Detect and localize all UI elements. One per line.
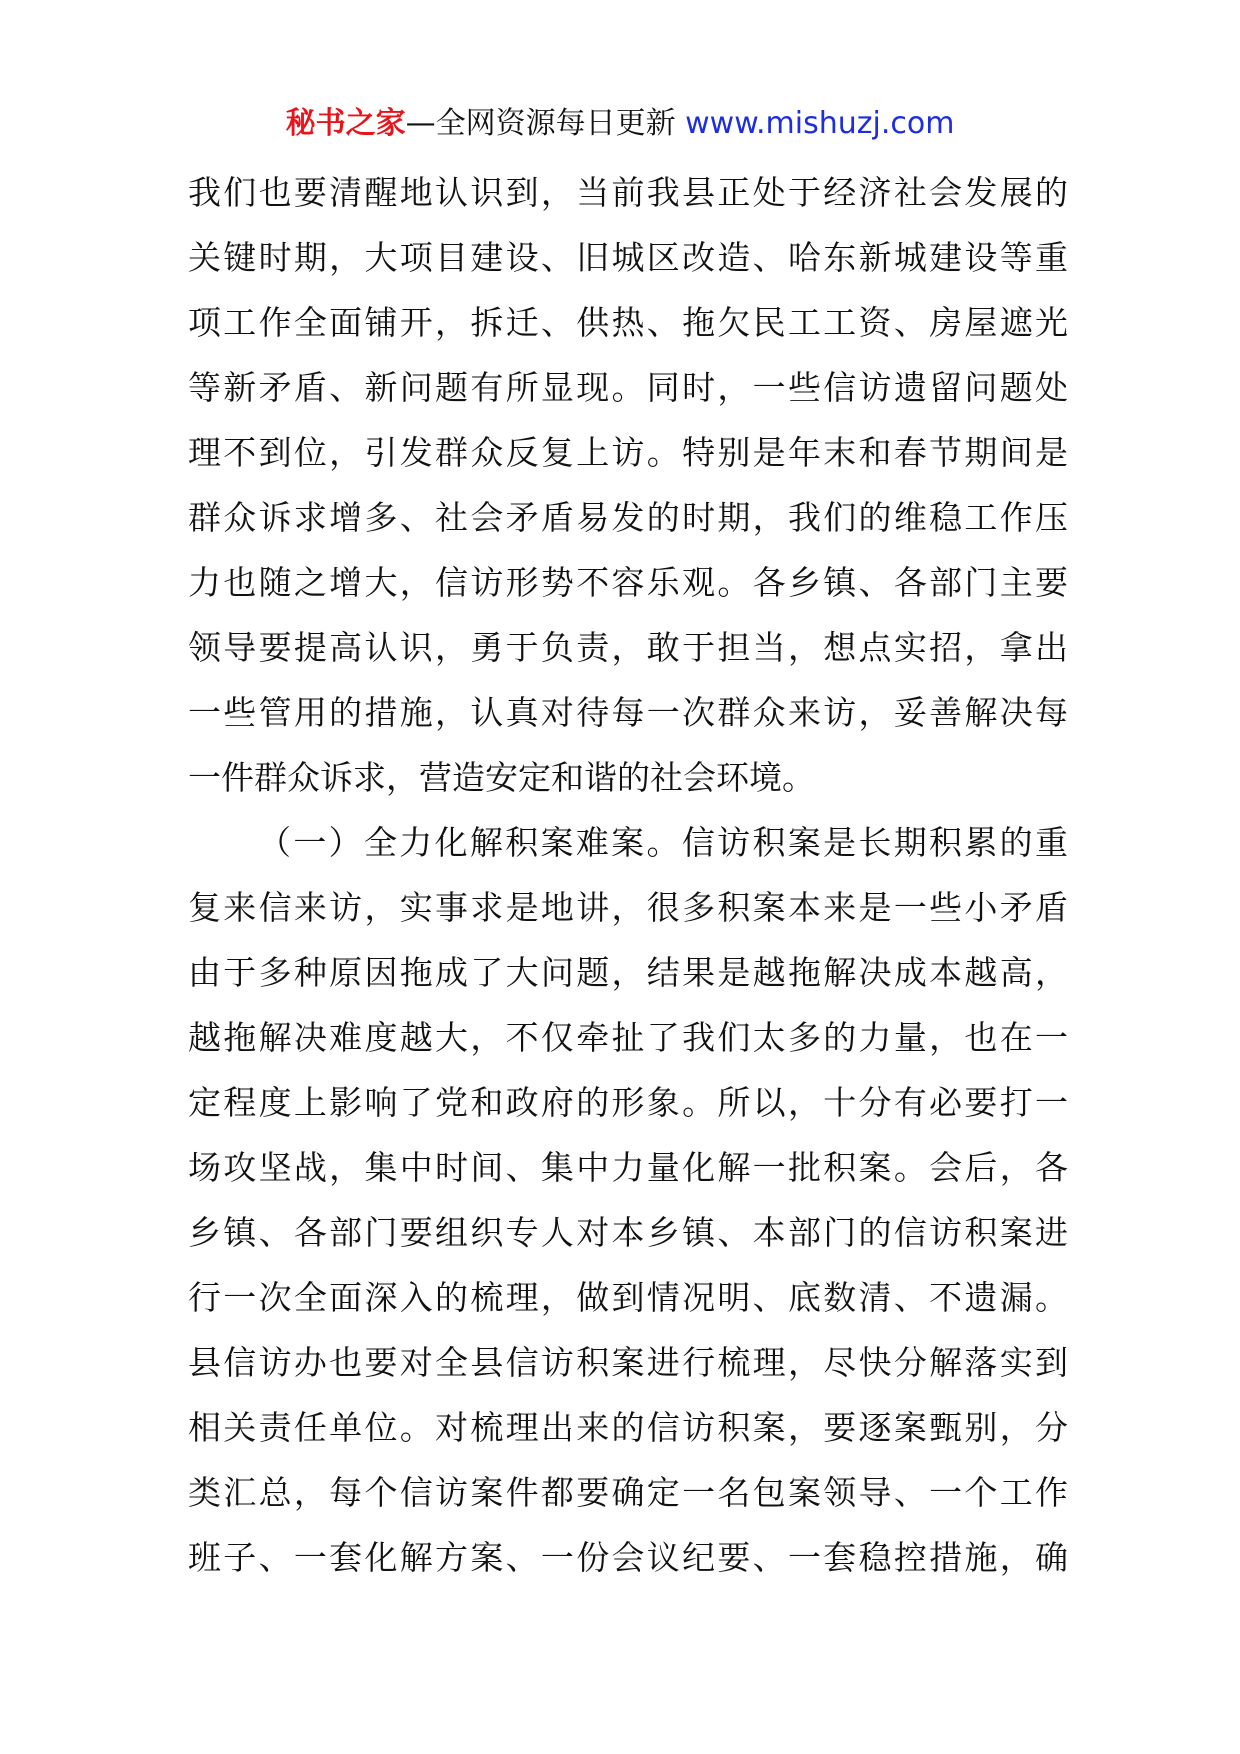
header-tagline: —全网资源每日更新 (405, 106, 676, 141)
text-line: 等新矛盾、新问题有所显现。同时，一些信访遗留问题处 (188, 368, 1068, 407)
text-line: 县信访办也要对全县信访积案进行梳理，尽快分解落实到 (188, 1343, 1068, 1382)
text-line: 场攻坚战，集中时间、集中力量化解一批积案。会后，各 (188, 1148, 1068, 1187)
text-line: 越拖解决难度越大，不仅牵扯了我们太多的力量，也在一 (188, 1018, 1068, 1057)
text-line: 定程度上影响了党和政府的形象。所以，十分有必要打一 (188, 1083, 1068, 1122)
text-line: 复来信来访，实事求是地讲，很多积案本来是一些小矛盾 (188, 888, 1068, 927)
website-url[interactable]: www.mishuzj.com (685, 106, 955, 141)
text-line: 项工作全面铺开，拆迁、供热、拖欠民工工资、房屋遮光 (188, 303, 1068, 342)
text-line: 类汇总，每个信访案件都要确定一名包案领导、一个工作 (188, 1473, 1068, 1512)
text-line: 乡镇、各部门要组织专人对本乡镇、本部门的信访积案进 (188, 1213, 1068, 1252)
text-line: 由于多种原因拖成了大问题，结果是越拖解决成本越高， (188, 953, 1068, 992)
text-line: 群众诉求增多、社会矛盾易发的时期，我们的维稳工作压 (188, 498, 1068, 537)
text-line: 领导要提高认识，勇于负责，敢于担当，想点实招，拿出 (188, 628, 1068, 667)
text-line: 关键时期，大项目建设、旧城区改造、哈东新城建设等重 (188, 238, 1068, 277)
text-line: 力也随之增大，信访形势不容乐观。各乡镇、各部门主要 (188, 563, 1068, 602)
text-line: 一些管用的措施，认真对待每一次群众来访，妥善解决每 (188, 693, 1068, 732)
text-line: 相关责任单位。对梳理出来的信访积案，要逐案甄别，分 (188, 1408, 1068, 1447)
site-header (0, 104, 1240, 144)
text-line: 我们也要清醒地认识到，当前我县正处于经济社会发展的 (188, 173, 1068, 212)
text-line: 理不到位，引发群众反复上访。特别是年末和春节期间是 (188, 433, 1068, 472)
text-line: 班子、一套化解方案、一份会议纪要、一套稳控措施，确 (188, 1538, 1068, 1577)
section-heading-line: （一）全力化解积案难案。信访积案是长期积累的重 (258, 823, 1068, 862)
brand-name: 秘书之家 (285, 106, 406, 141)
document-body (188, 160, 1068, 1590)
text-line: 行一次全面深入的梳理，做到情况明、底数清、不遗漏。 (188, 1278, 1068, 1317)
text-line-paragraph-end: 一件群众诉求，营造安定和谐的社会环境。 (188, 758, 815, 797)
